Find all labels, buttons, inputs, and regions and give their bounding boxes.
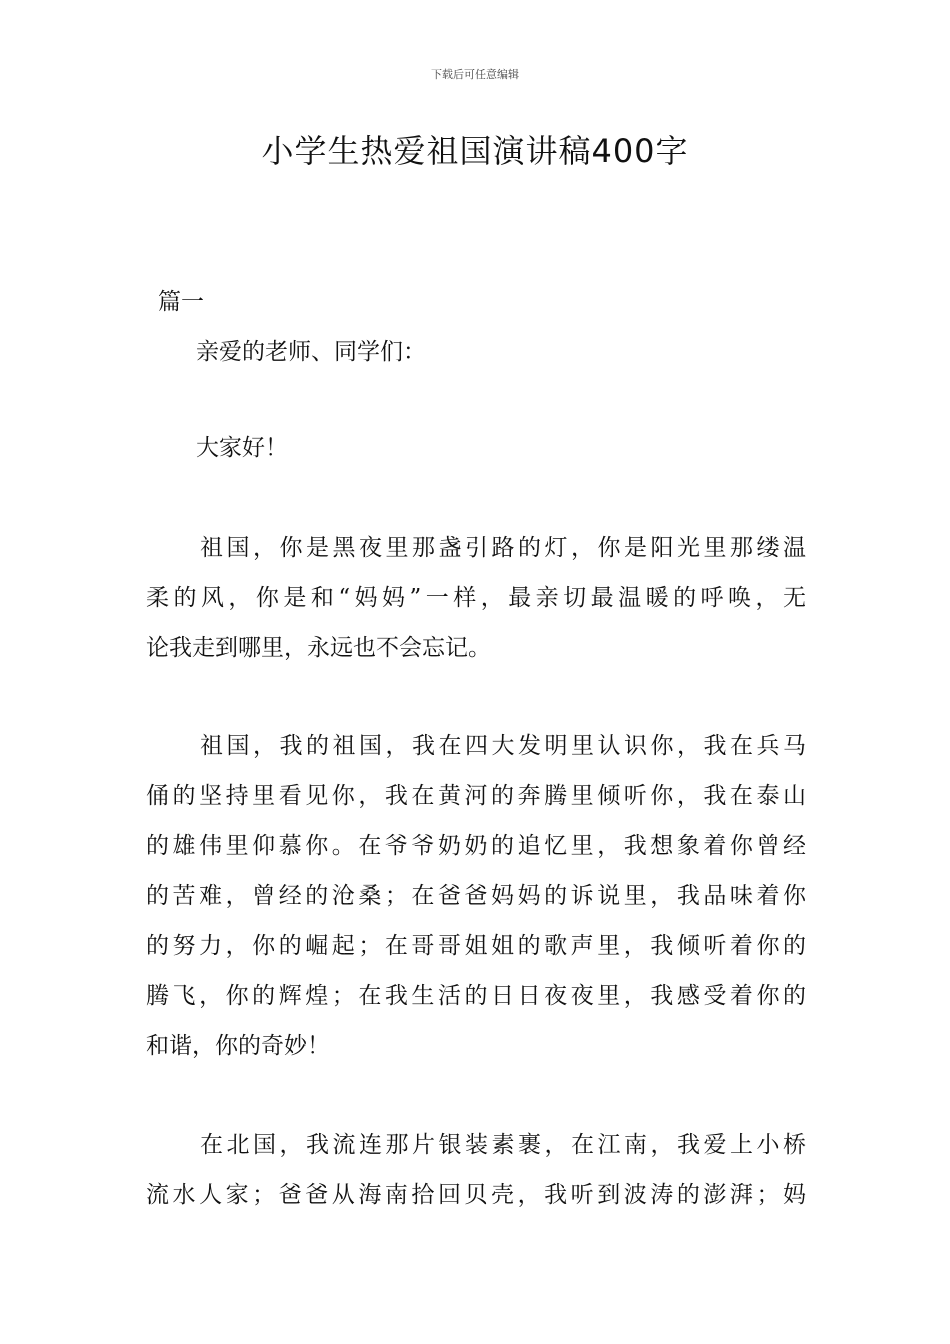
hello-line: 大家好！: [196, 435, 288, 461]
paragraph-line: 俑的坚持里看见你，我在黄河的奔腾里倾听你，我在泰山: [146, 783, 806, 809]
paragraph-line: 论我走到哪里，永远也不会忘记。: [146, 635, 491, 661]
document-title: 小学生热爱祖国演讲稿400字: [261, 132, 689, 170]
paragraph-line: 柔的风，你是和“妈妈”一样，最亲切最温暖的呼唤，无: [146, 585, 806, 611]
paragraph-line: 和谐，你的奇妙！: [146, 1033, 330, 1059]
paragraph-line: 的努力，你的崛起；在哥哥姐姐的歌声里，我倾听着你的: [146, 933, 806, 959]
paragraph-line: 的苦难，曾经的沧桑；在爸爸妈妈的诉说里，我品味着你: [146, 883, 806, 909]
paragraph-line: 腾飞，你的辉煌；在我生活的日日夜夜里，我感受着你的: [146, 983, 806, 1009]
paragraph-line: 祖国，你是黑夜里那盏引路的灯，你是阳光里那缕温: [200, 535, 806, 561]
section-label: 篇一: [158, 289, 204, 315]
paragraph-line: 的雄伟里仰慕你。在爷爷奶奶的追忆里，我想象着你曾经: [146, 833, 806, 859]
paragraph-line: 在北国，我流连那片银装素裹，在江南，我爱上小桥: [200, 1132, 806, 1158]
header-note: 下载后可任意编辑: [431, 68, 519, 81]
paragraph-line: 祖国，我的祖国，我在四大发明里认识你，我在兵马: [200, 733, 806, 759]
paragraph-line: 流水人家；爸爸从海南拾回贝壳，我听到波涛的澎湃；妈: [146, 1182, 806, 1208]
greeting-line: 亲爱的老师、同学们：: [196, 339, 426, 365]
